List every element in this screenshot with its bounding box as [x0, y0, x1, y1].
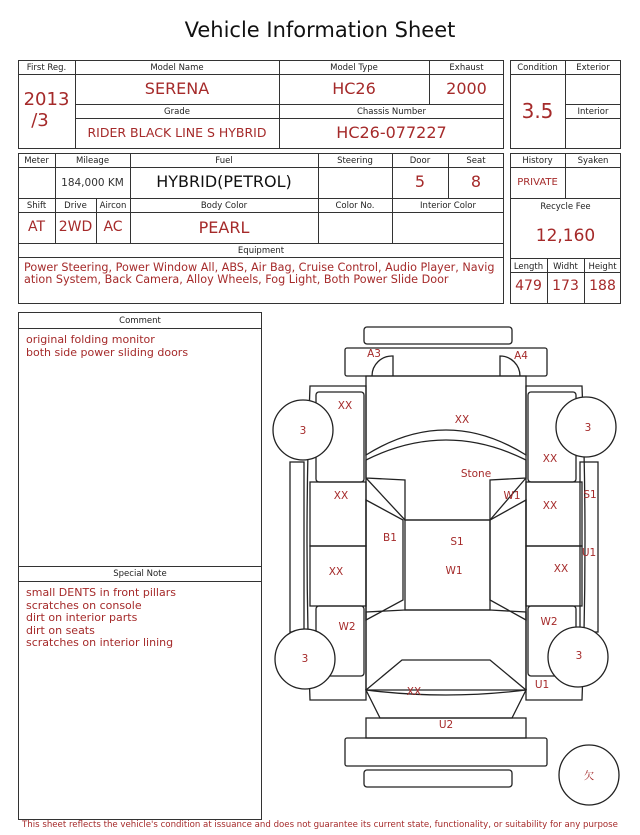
- fuel-label: Fuel: [215, 156, 233, 166]
- mark-b1: B1: [383, 532, 397, 544]
- mileage-value: 184,000 KM: [61, 177, 124, 189]
- special-note-line: dirt on seats: [26, 623, 95, 637]
- seat-label: Seat: [466, 156, 486, 166]
- recycle-fee-label: Recycle Fee: [540, 202, 591, 212]
- mark-w1-windshield: W1: [503, 490, 521, 502]
- color-no-label: Color No.: [335, 201, 375, 211]
- model-type-label: Model Type: [330, 63, 378, 73]
- first-reg-year: 2013: [23, 89, 70, 110]
- equipment-line-2: ation System, Back Camera, Alloy Wheels, Fog Light, Both Power Slide Door: [24, 273, 449, 286]
- mileage-label: Mileage: [75, 156, 110, 166]
- comment-body: [26, 334, 258, 359]
- condition-label: Condition: [517, 63, 558, 73]
- tire-front-right-value: 3: [584, 422, 592, 434]
- height-value: 188: [589, 278, 616, 294]
- mark-u1-right: U1: [581, 547, 597, 559]
- spare-tire-value: 欠: [583, 770, 595, 782]
- exhaust-label: Exhaust: [449, 63, 484, 73]
- width-value: 173: [552, 278, 579, 294]
- mark-u1-rear-right: U1: [534, 679, 550, 691]
- chassis-value: HC26-077227: [336, 123, 447, 142]
- comment-label: Comment: [119, 316, 161, 326]
- history-value: PRIVATE: [517, 177, 558, 188]
- mark-w2-left: W2: [338, 621, 356, 633]
- tire-rear-left-value: 3: [301, 653, 309, 665]
- disclaimer-footer: This sheet reflects the vehicle's condition at issuance and does not guarantee its current state, functionality, or suitability for any purpose: [22, 820, 618, 830]
- meter-label: Meter: [24, 156, 49, 166]
- mark-a3: A3: [367, 348, 381, 360]
- drive-value: 2WD: [58, 219, 93, 235]
- special-note-label: Special Note: [113, 569, 167, 579]
- model-name-value: SERENA: [144, 79, 210, 98]
- mark-xx-rear: XX: [406, 686, 422, 698]
- syaken-label: Syaken: [577, 156, 609, 166]
- grade-label: Grade: [164, 107, 190, 117]
- model-type-value: HC26: [332, 79, 376, 98]
- first-reg-label: First Reg.: [26, 63, 67, 73]
- mark-s1-roof: S1: [450, 536, 464, 548]
- mark-s1-right: S1: [583, 489, 597, 501]
- mark-xx-left-door1: XX: [333, 490, 349, 502]
- tire-rear-right-value: 3: [575, 650, 583, 662]
- shift-label: Shift: [26, 201, 47, 211]
- mark-w2-right: W2: [540, 616, 558, 628]
- special-note-body: [26, 587, 258, 650]
- interior-color-label: Interior Color: [420, 201, 476, 211]
- special-note-line: scratches on interior lining: [26, 636, 174, 649]
- mark-xx-hood: XX: [454, 414, 470, 426]
- chassis-label: Chassis Number: [356, 107, 427, 117]
- mark-a4: A4: [514, 350, 528, 362]
- mark-xx-front-left: XX: [337, 400, 353, 412]
- shift-value: AT: [27, 219, 46, 235]
- first-reg-month: /3: [31, 110, 49, 131]
- mark-stone: Stone: [460, 468, 492, 480]
- special-note-line: dirt on interior parts: [26, 611, 138, 624]
- aircon-value: AC: [103, 219, 123, 235]
- door-value: 5: [414, 172, 426, 191]
- mark-xx-right-door2: XX: [553, 563, 569, 575]
- mark-w1-roof: W1: [445, 565, 463, 577]
- mark-xx-left-door2: XX: [328, 566, 344, 578]
- exhaust-value: 2000: [446, 79, 487, 98]
- grade-value: RIDER BLACK LINE S HYBRID: [87, 125, 267, 140]
- special-note-line: small DENTS in front pillars: [26, 586, 176, 599]
- exterior-label: Exterior: [576, 63, 610, 73]
- recycle-fee-value: 12,160: [535, 226, 596, 246]
- steering-label: Steering: [337, 156, 373, 166]
- fuel-value: HYBRID(PETROL): [156, 172, 292, 191]
- mark-u2-rear: U2: [438, 719, 454, 731]
- comment-line: original folding monitor: [26, 333, 155, 346]
- mark-xx-right-fender: XX: [542, 453, 558, 465]
- seat-value: 8: [470, 172, 482, 191]
- drive-label: Drive: [64, 201, 87, 211]
- aircon-label: Aircon: [99, 201, 127, 211]
- body-color-value: PEARL: [198, 218, 250, 237]
- equipment-label: Equipment: [237, 246, 285, 256]
- tire-front-left-value: 3: [299, 425, 307, 437]
- model-name-label: Model Name: [150, 63, 204, 73]
- equipment-line-1: Power Steering, Power Window All, ABS, Air Bag, Cruise Control, Audio Player, Navig: [24, 261, 495, 274]
- condition-value: 3.5: [521, 99, 554, 123]
- height-label: Height: [588, 262, 617, 272]
- special-note-line: scratches on console: [26, 598, 142, 612]
- width-label: Widht: [553, 262, 578, 272]
- mark-xx-right-door1: XX: [542, 500, 558, 512]
- car-damage-diagram: [270, 318, 635, 818]
- history-label: History: [522, 156, 553, 166]
- body-color-label: Body Color: [200, 201, 248, 211]
- length-label: Length: [513, 262, 544, 272]
- comment-line: both side power sliding doors: [26, 345, 189, 359]
- length-value: 479: [515, 278, 542, 294]
- page-title: Vehicle Information Sheet: [184, 18, 456, 42]
- interior-label: Interior: [577, 107, 609, 117]
- door-label: Door: [409, 156, 431, 166]
